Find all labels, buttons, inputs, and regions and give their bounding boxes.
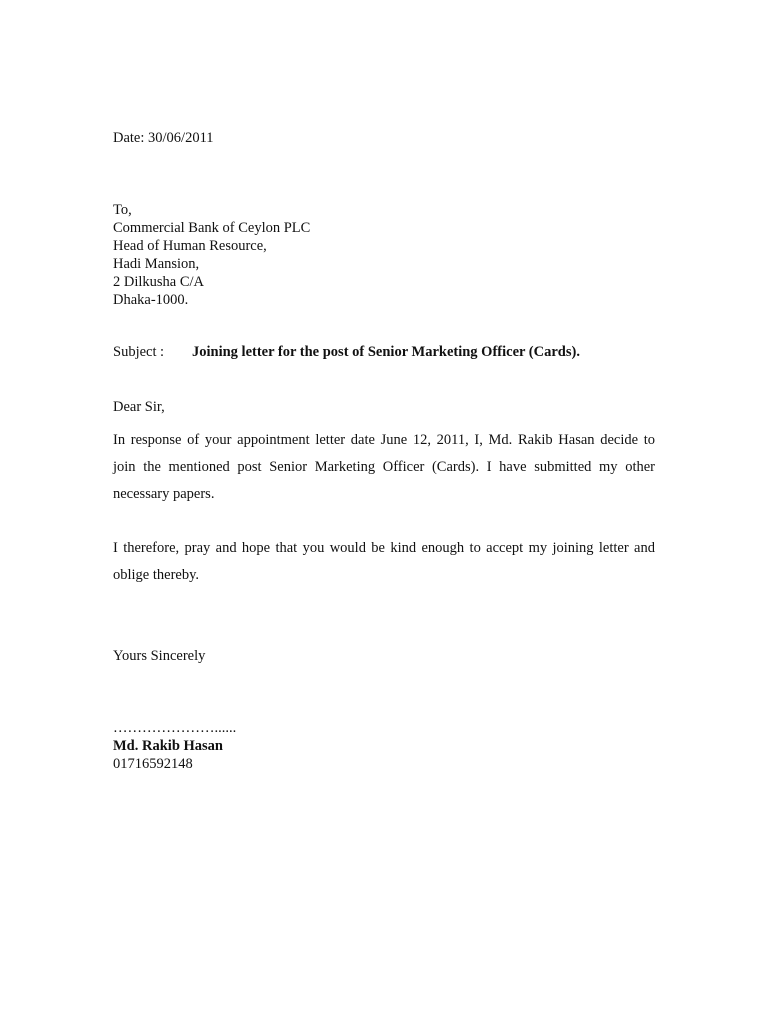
body-paragraph-1 xyxy=(113,427,655,508)
signature-line: …………………...... xyxy=(113,720,237,736)
sender-name: Md. Rakib Hasan xyxy=(113,738,223,754)
paragraph-2-line: I therefore, pray and hope that you would be kind enough to accept my joining letter and xyxy=(113,540,655,556)
paragraph-1-line: necessary papers. xyxy=(113,486,215,502)
recipient-line-bank: Commercial Bank of Ceylon PLC xyxy=(113,220,311,236)
recipient-line-department: Head of Human Resource, xyxy=(113,238,267,254)
subject-label: Subject xyxy=(113,344,157,360)
recipient-to: To, xyxy=(113,202,132,218)
sender-phone: 01716592148 xyxy=(113,756,193,772)
paragraph-2-line: oblige thereby. xyxy=(113,567,200,583)
subject-row xyxy=(113,343,580,361)
letter-date: Date: 30/06/2011 xyxy=(113,130,214,146)
closing: Yours Sincerely xyxy=(113,648,206,664)
paragraph-1-line: join the mentioned post Senior Marketing Officer (Cards). I have submitted my other xyxy=(113,459,655,475)
recipient-line-street: 2 Dilkusha C/A xyxy=(113,274,205,290)
recipient-line-building: Hadi Mansion, xyxy=(113,256,200,272)
subject-colon: : xyxy=(160,344,165,360)
paragraph-1-line: In response of your appointment letter date June 12, 2011, I, Md. Rakib Hasan decide to xyxy=(113,432,655,448)
subject-text: Joining letter for the post of Senior Marketing Officer (Cards). xyxy=(192,344,580,360)
body-paragraph-2 xyxy=(113,535,655,589)
recipient-line-city: Dhaka-1000. xyxy=(113,292,189,308)
salutation: Dear Sir, xyxy=(113,399,165,415)
